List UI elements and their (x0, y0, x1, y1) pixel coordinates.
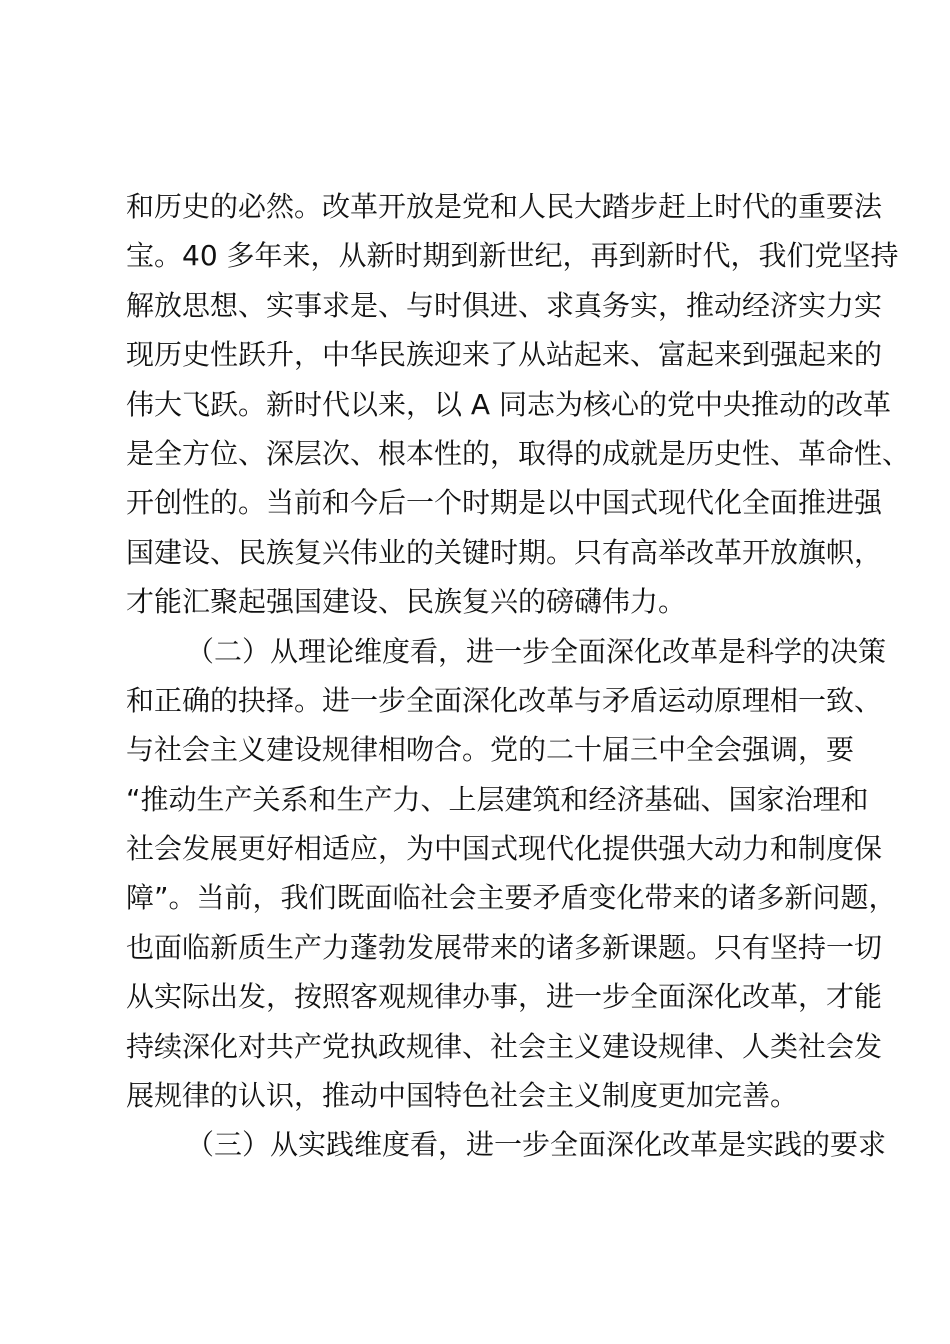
text-line: 和正确的抉择。进一步全面深化改革与矛盾运动原理相一致、 (126, 683, 883, 717)
text-line: “推动生产关系和生产力、上层建筑和经济基础、国家治理和 (126, 782, 869, 816)
section-heading-line: （二）从理论维度看，进一步全面深化改革是科学的决策 (186, 634, 887, 668)
body-text (126, 182, 911, 1170)
text-line: 国建设、民族复兴伟业的关键时期。只有高举改革开放旗帜， (126, 535, 883, 569)
text-line: 持续深化对共产党执政规律、社会主义建设规律、人类社会发 (126, 1029, 883, 1063)
text-line: 伟大飞跃。新时代以来，以 A 同志为核心的党中央推动的改革 (126, 387, 891, 421)
text-line: 和历史的必然。改革开放是党和人民大踏步赶上时代的重要法 (126, 190, 883, 223)
text-line: 与社会主义建设规律相吻合。党的二十届三中全会强调，要 (126, 733, 855, 767)
text-line: 才能汇聚起强国建设、民族复兴的磅礴伟力。 (126, 585, 687, 619)
text-line: 宝。40 多年来，从新时期到新世纪，再到新时代，我们党坚持 (126, 239, 899, 273)
text-line: 开创性的。当前和今后一个时期是以中国式现代化全面推进强 (126, 486, 883, 520)
text-line: 解放思想、实事求是、与时俱进、求真务实，推动经济实力实 (126, 288, 883, 322)
text-line: 展规律的认识，推动中国特色社会主义制度更加完善。 (126, 1079, 799, 1113)
text-line: 从实际出发，按照客观规律办事，进一步全面深化改革，才能 (126, 980, 883, 1014)
section-heading-line: （三）从实践维度看，进一步全面深化改革是实践的要求 (186, 1128, 887, 1162)
text-line: 社会发展更好相适应，为中国式现代化提供强大动力和制度保 (126, 832, 883, 866)
text-line: 障”。当前，我们既面临社会主要矛盾变化带来的诸多新问题， (126, 881, 897, 915)
text-line: 现历史性跃升，中华民族迎来了从站起来、富起来到强起来的 (126, 338, 883, 372)
text-line: 是全方位、深层次、根本性的，取得的成就是历史性、革命性、 (126, 436, 911, 470)
text-line: 也面临新质生产力蓬勃发展带来的诸多新课题。只有坚持一切 (126, 930, 883, 964)
